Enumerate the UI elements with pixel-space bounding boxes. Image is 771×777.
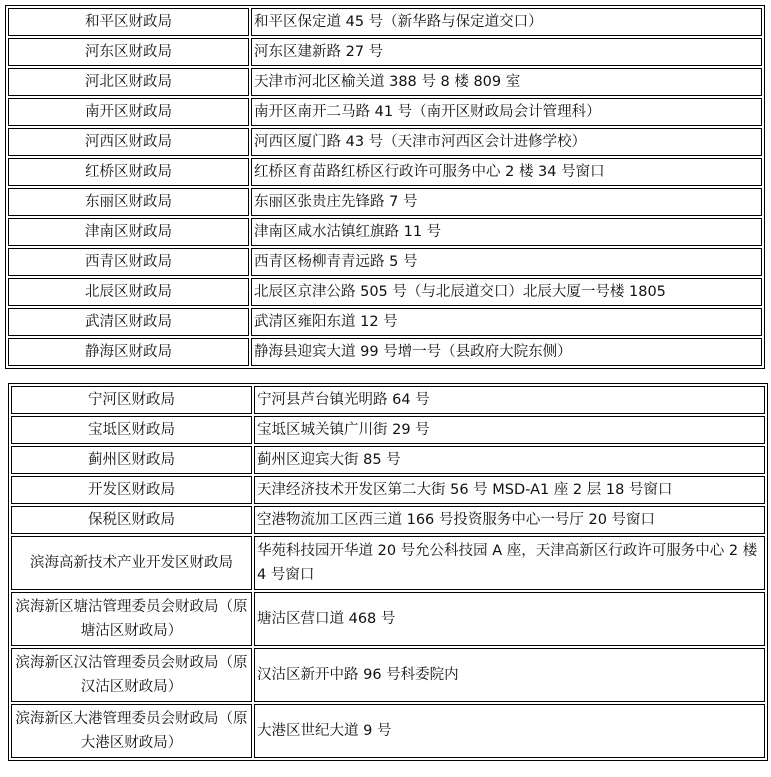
office-name-cell: 宁河区财政局	[11, 386, 252, 414]
office-address-cell: 北辰区京津公路 505 号（与北辰道交口）北辰大厦一号楼 1805	[251, 278, 762, 306]
office-address-cell: 东丽区张贵庄先锋路 7 号	[251, 188, 762, 216]
finance-office-table-2	[8, 383, 768, 761]
office-name-cell: 静海区财政局	[8, 338, 249, 366]
office-name-cell: 滨海新区大港管理委员会财政局（原大港区财政局）	[11, 704, 252, 758]
office-address-cell: 红桥区育苗路红桥区行政许可服务中心 2 楼 34 号窗口	[251, 158, 762, 186]
office-address-cell: 汉沽区新开中路 96 号科委院内	[254, 648, 765, 702]
office-name-cell: 河西区财政局	[8, 128, 249, 156]
office-address-cell: 宁河县芦台镇光明路 64 号	[254, 386, 765, 414]
table-row	[8, 8, 762, 36]
table-row	[8, 38, 762, 66]
office-name-cell: 红桥区财政局	[8, 158, 249, 186]
office-name-cell: 滨海高新技术产业开发区财政局	[11, 536, 252, 590]
office-name-cell: 宝坻区财政局	[11, 416, 252, 444]
table-row	[11, 506, 765, 534]
table-row	[8, 188, 762, 216]
table-row	[8, 308, 762, 336]
table-row	[11, 446, 765, 474]
office-address-cell: 宝坻区城关镇广川街 29 号	[254, 416, 765, 444]
office-address-cell: 塘沽区营口道 468 号	[254, 592, 765, 646]
table-row	[11, 704, 765, 758]
office-address-cell: 天津市河北区榆关道 388 号 8 楼 809 室	[251, 68, 762, 96]
office-address-cell: 天津经济技术开发区第二大街 56 号 MSD-A1 座 2 层 18 号窗口	[254, 476, 765, 504]
office-address-cell: 空港物流加工区西三道 166 号投资服务中心一号厅 20 号窗口	[254, 506, 765, 534]
office-name-cell: 东丽区财政局	[8, 188, 249, 216]
table-row	[11, 592, 765, 646]
table-row	[8, 248, 762, 276]
office-address-cell: 河东区建新路 27 号	[251, 38, 762, 66]
office-name-cell: 滨海新区汉沽管理委员会财政局（原汉沽区财政局）	[11, 648, 252, 702]
table-row	[11, 416, 765, 444]
table-row	[11, 648, 765, 702]
office-address-cell: 南开区南开二马路 41 号（南开区财政局会计管理科）	[251, 98, 762, 126]
office-address-cell: 河西区厦门路 43 号（天津市河西区会计进修学校）	[251, 128, 762, 156]
table-row	[11, 536, 765, 590]
office-name-cell: 保税区财政局	[11, 506, 252, 534]
office-address-cell: 华苑科技园开华道 20 号允公科技园 A 座，天津高新区行政许可服务中心 2 楼 4 号窗口	[254, 536, 765, 590]
office-name-cell: 武清区财政局	[8, 308, 249, 336]
table-row	[8, 218, 762, 246]
table-row	[8, 128, 762, 156]
office-name-cell: 北辰区财政局	[8, 278, 249, 306]
office-address-cell: 津南区咸水沽镇红旗路 11 号	[251, 218, 762, 246]
office-address-cell: 武清区雍阳东道 12 号	[251, 308, 762, 336]
office-name-cell: 河东区财政局	[8, 38, 249, 66]
finance-office-table-1	[5, 5, 765, 369]
office-name-cell: 西青区财政局	[8, 248, 249, 276]
office-name-cell: 津南区财政局	[8, 218, 249, 246]
table-row	[8, 98, 762, 126]
office-address-cell: 和平区保定道 45 号（新华路与保定道交口）	[251, 8, 762, 36]
table-row	[11, 476, 765, 504]
office-address-cell: 西青区杨柳青青远路 5 号	[251, 248, 762, 276]
table-row	[8, 338, 762, 366]
table-row	[8, 68, 762, 96]
office-name-cell: 开发区财政局	[11, 476, 252, 504]
office-name-cell: 蓟州区财政局	[11, 446, 252, 474]
table-row	[8, 278, 762, 306]
office-name-cell: 滨海新区塘沽管理委员会财政局（原塘沽区财政局）	[11, 592, 252, 646]
office-address-cell: 静海县迎宾大道 99 号增一号（县政府大院东侧）	[251, 338, 762, 366]
table-row	[11, 386, 765, 414]
office-name-cell: 南开区财政局	[8, 98, 249, 126]
office-address-cell: 蓟州区迎宾大街 85 号	[254, 446, 765, 474]
office-name-cell: 河北区财政局	[8, 68, 249, 96]
office-name-cell: 和平区财政局	[8, 8, 249, 36]
table-row	[8, 158, 762, 186]
office-address-cell: 大港区世纪大道 9 号	[254, 704, 765, 758]
